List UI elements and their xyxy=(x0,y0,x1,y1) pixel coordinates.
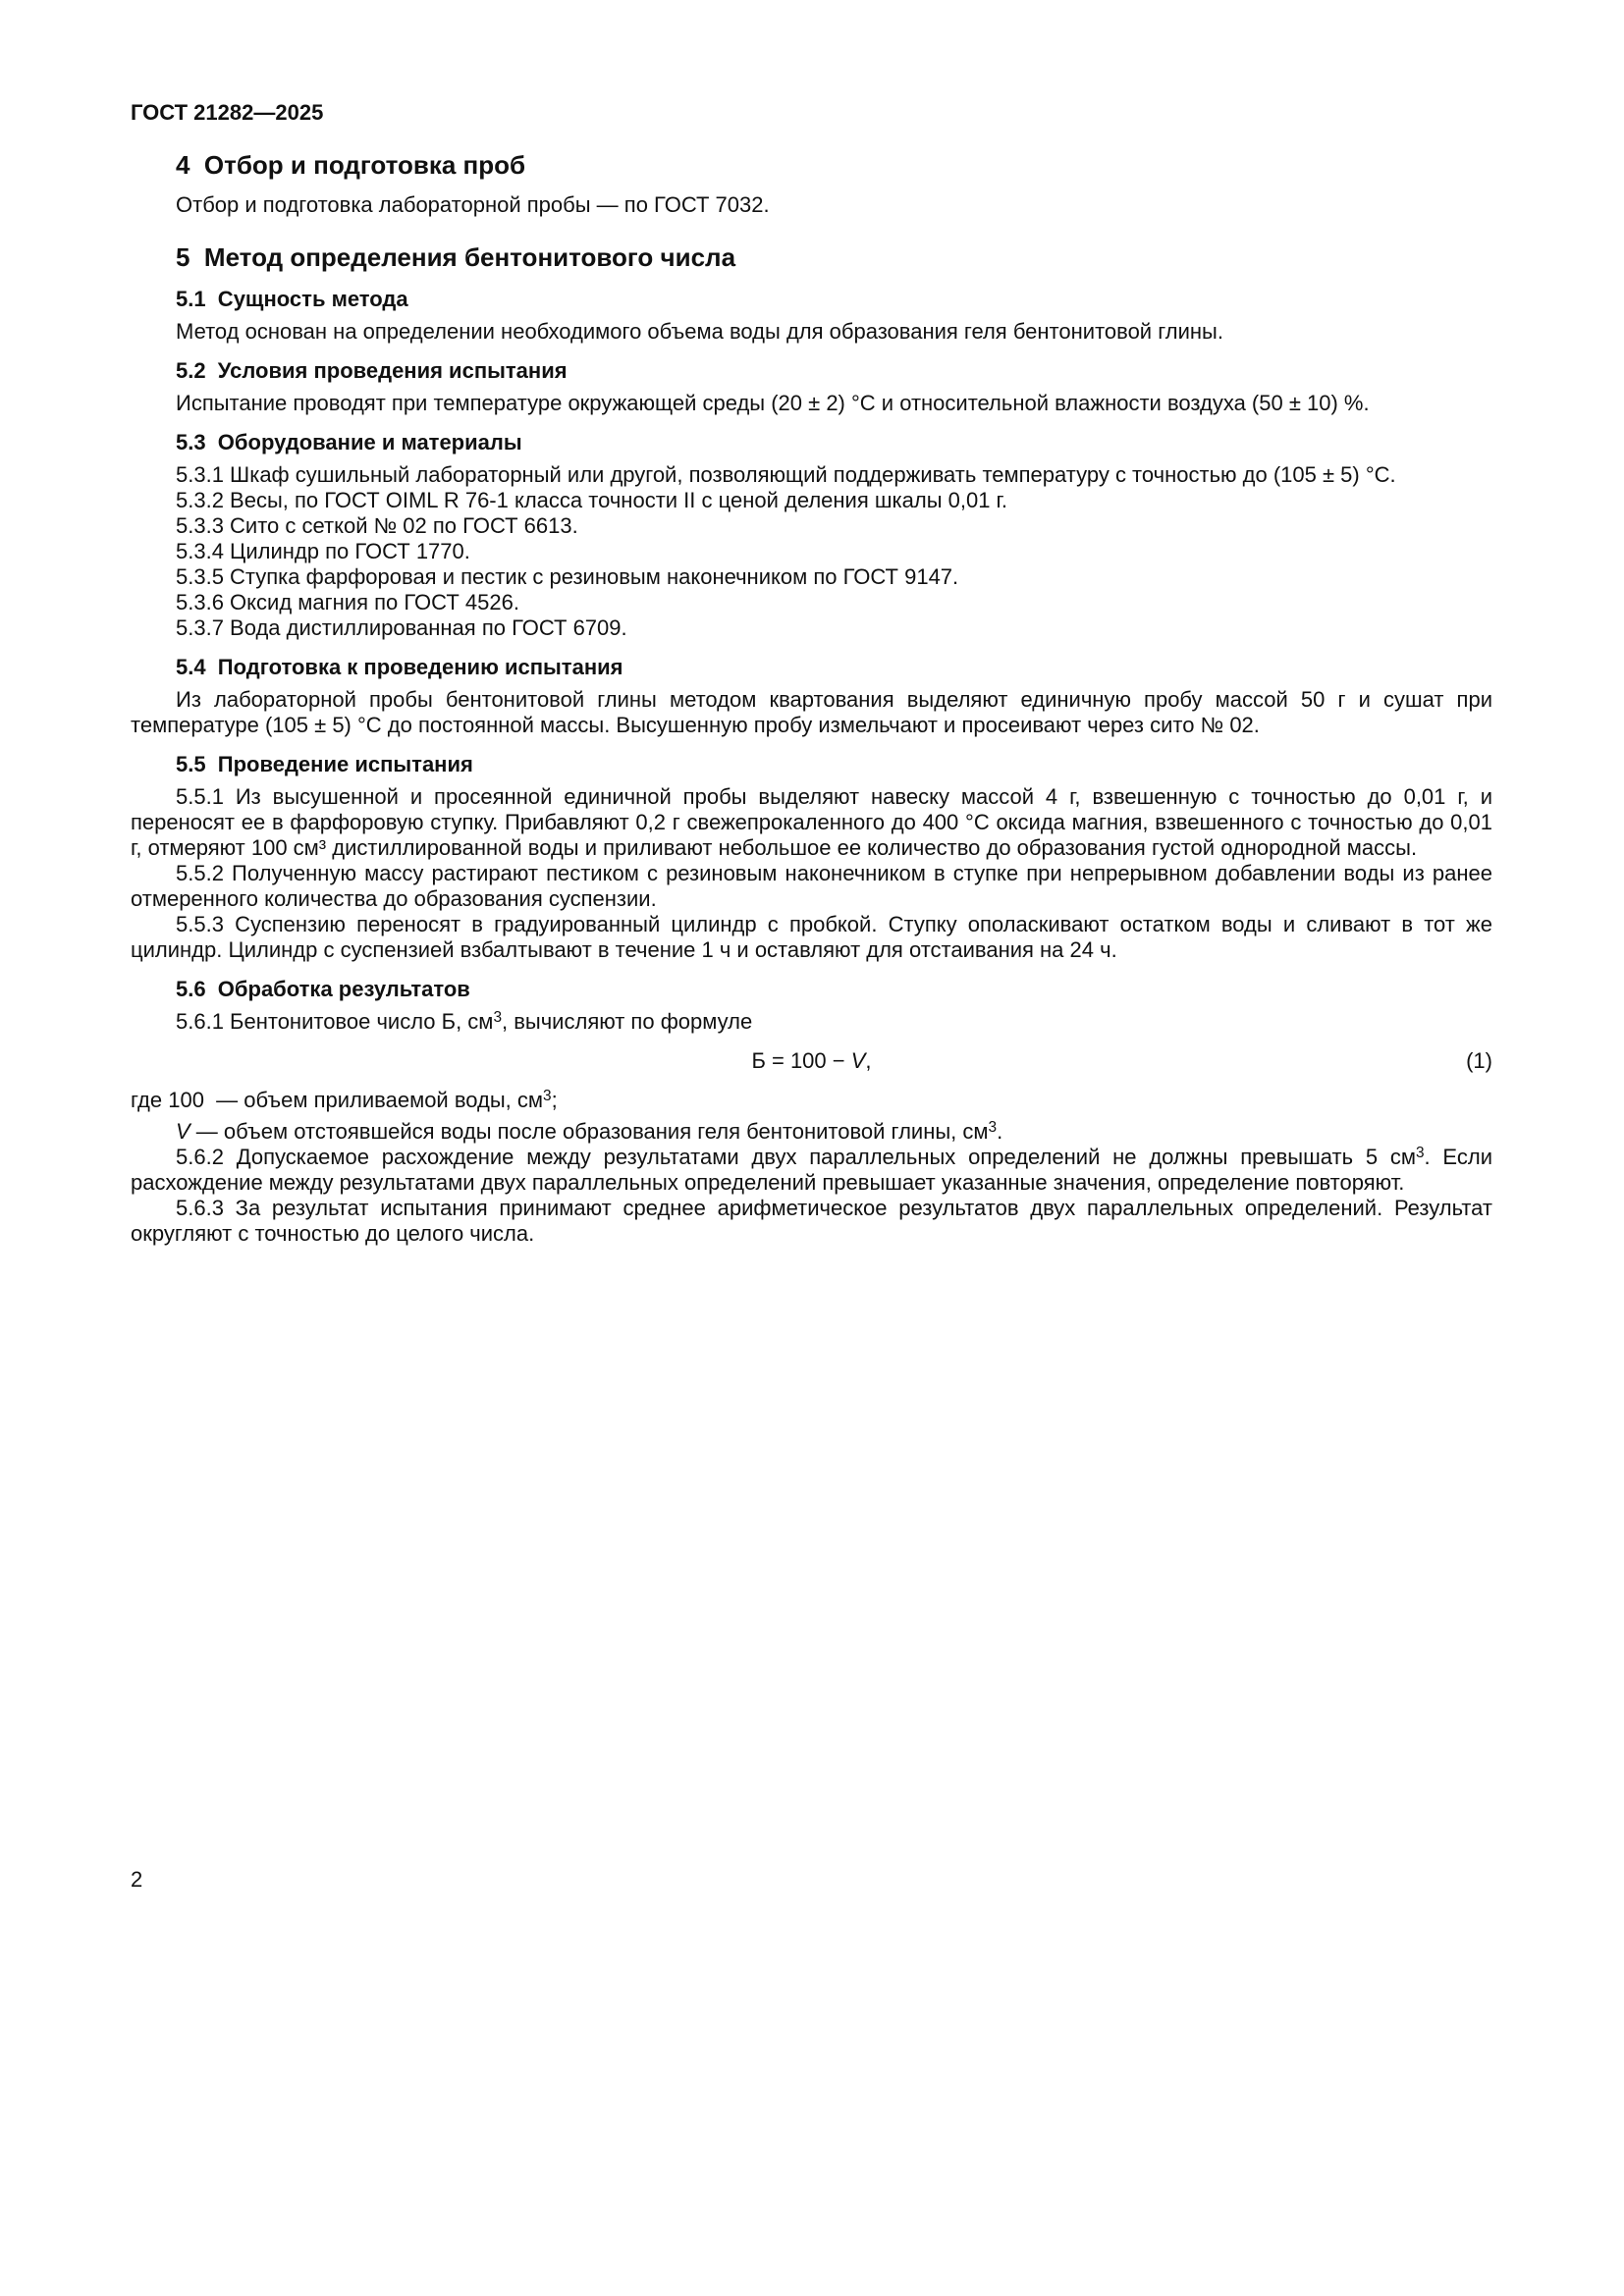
section-5-3-title: 5.3 Оборудование и материалы xyxy=(176,430,522,454)
paragraph-5-5-2: 5.5.2 Полученную массу растирают пестиком с резиновым наконечником в ступке при непрерывном добавлении воды из ранее отмеренного количества до образования суспензии. xyxy=(131,861,1492,911)
section-5-6-title: 5.6 Обработка результатов xyxy=(176,977,470,1001)
section-5-1-title: 5.1 Сущность метода xyxy=(176,287,408,311)
page-number: 2 xyxy=(131,1867,143,1892)
text-fragment: , xyxy=(865,1048,872,1073)
equipment-item-5-3-1: 5.3.1 Шкаф сушильный лабораторный или другой, позволяющий поддерживать температуру с точностью до (105 ± 5) °С. xyxy=(176,462,1396,487)
formula-expression xyxy=(751,1048,871,1073)
paragraph-5-4: Из лабораторной пробы бентонитовой глины методом квартования выделяют единичную пробу массой 50 г и сушат при температуре (105 ± 5) °С до постоянной массы. Высушенную пробу измельчают и просеивают через сито № 02. xyxy=(131,687,1492,737)
text-fragment: 5.6.1 Бентонитовое число Б, см xyxy=(176,1009,494,1034)
paragraph-5-2: Испытание проводят при температуре окружающей среды (20 ± 2) °С и относительной влажности воздуха (50 ± 10) %. xyxy=(176,391,1370,415)
text-fragment: ; xyxy=(551,1088,558,1112)
formula-variable: V xyxy=(176,1119,190,1144)
superscript: 3 xyxy=(543,1088,552,1105)
equipment-item-5-3-6: 5.3.6 Оксид магния по ГОСТ 4526. xyxy=(176,590,519,614)
doc-number-header: ГОСТ 21282—2025 xyxy=(131,100,324,125)
section-4-title: 4 Отбор и подготовка проб xyxy=(176,150,526,180)
formula-1 xyxy=(131,1048,1492,1074)
paragraph-5-5-1: 5.5.1 Из высушенной и просеянной единичной пробы выделяют навеску массой 4 г, взвешенную с точностью до 0,01 г, и переносят ее в фарфоровую ступку. Прибавляют 0,2 г свежепрокаленного до 400 °С оксида магния, взвешенного с точностью до 0,01 г, отмеряют 100 см³ дистиллированной воды и приливают небольшое ее количество до образования густой однородной массы. xyxy=(131,784,1492,860)
section-5-4-title: 5.4 Подготовка к проведению испытания xyxy=(176,655,623,679)
text-fragment: где 100 — объем приливаемой воды, см xyxy=(131,1088,544,1112)
superscript: 3 xyxy=(493,1009,502,1027)
superscript: 3 xyxy=(988,1119,998,1137)
equipment-item-5-3-5: 5.3.5 Ступка фарфоровая и пестик с резиновым наконечником по ГОСТ 9147. xyxy=(176,564,959,589)
equipment-item-5-3-3: 5.3.3 Сито с сеткой № 02 по ГОСТ 6613. xyxy=(176,513,578,538)
formula-number: (1) xyxy=(1466,1048,1492,1073)
equipment-item-5-3-4: 5.3.4 Цилиндр по ГОСТ 1770. xyxy=(176,539,470,563)
section-5-5-title: 5.5 Проведение испытания xyxy=(176,752,473,776)
section-5-2-title: 5.2 Условия проведения испытания xyxy=(176,358,568,383)
text-fragment: . xyxy=(997,1119,1003,1144)
where-line-100 xyxy=(131,1088,1492,1113)
text-fragment: 5.6.2 Допускаемое расхождение между результатами двух параллельных определений не должны превышать 5 см xyxy=(176,1145,1416,1169)
equipment-item-5-3-2: 5.3.2 Весы, по ГОСТ OIML R 76-1 класса точности II с ценой деления шкалы 0,01 г. xyxy=(176,488,1008,512)
equipment-item-5-3-7: 5.3.7 Вода дистиллированная по ГОСТ 6709. xyxy=(176,615,627,640)
text-fragment: Б = 100 − xyxy=(751,1048,851,1073)
formula-variable: V xyxy=(850,1048,866,1073)
paragraph-5-1: Метод основан на определении необходимого объема воды для образования геля бентонитовой глины. xyxy=(176,319,1223,344)
paragraph-5-6-3: 5.6.3 За результат испытания принимают среднее арифметическое результатов двух параллельных определений. Результат округляют с точностью до целого числа. xyxy=(131,1196,1492,1246)
where-line-v xyxy=(131,1119,1492,1145)
text-fragment: . Если расхождение между результатами двух параллельных определений превышает указанные значения, определение повторяют. xyxy=(131,1145,1492,1195)
paragraph-5-6-1 xyxy=(131,1009,1492,1035)
paragraph-4-1: Отбор и подготовка лабораторной пробы — по ГОСТ 7032. xyxy=(176,192,770,217)
section-5-title: 5 Метод определения бентонитового числа xyxy=(176,242,736,272)
text-fragment: , вычисляют по формуле xyxy=(502,1009,753,1034)
paragraph-5-6-2 xyxy=(131,1145,1492,1196)
paragraph-5-5-3: 5.5.3 Суспензию переносят в градуированный цилиндр с пробкой. Ступку ополаскивают остатком воды и сливают в тот же цилиндр. Цилиндр с суспензией взбалтывают в течение 1 ч и оставляют для отстаивания на 24 ч. xyxy=(131,912,1492,962)
text-fragment: — объем отстоявшейся воды после образования геля бентонитовой глины, см xyxy=(189,1119,989,1144)
superscript: 3 xyxy=(1415,1145,1425,1162)
